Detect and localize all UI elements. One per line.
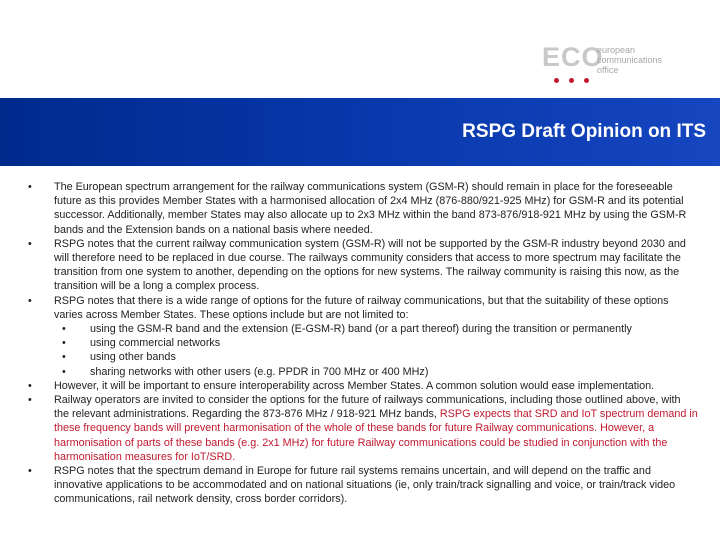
eco-logo: [540, 40, 690, 80]
bullet-item: • However, it will be important to ensure interoperability across Member States. A common solution would ease implementation.: [28, 379, 698, 393]
slide-content: [28, 180, 698, 507]
logo-line-1: european: [597, 45, 636, 55]
logo-line-2: communications: [597, 55, 663, 65]
logo-dots: [554, 70, 599, 88]
logo-wordmark: ECO: [542, 42, 604, 72]
bullet-item: • RSPG notes that the spectrum demand in Europe for future rail systems remains uncertain, and will depend on the traffic and innovative applications to be accommodated and on national situations (ie, only train/track signalling and voice, or train/track video communications, rail network density, cross border corridors).: [28, 464, 698, 507]
sub-bullet-item: • sharing networks with other users (e.g. PPDR in 700 MHz or 400 MHz): [28, 365, 698, 379]
slide-title: RSPG Draft Opinion on ITS: [462, 121, 706, 142]
sub-bullet-item: • using other bands: [28, 350, 698, 364]
logo-line-3: office: [597, 65, 619, 75]
bullet-item: • The European spectrum arrangement for the railway communications system (GSM-R) should remain in place for the foreseeable future as this provides Member States with a harmonised allocation of 2x4 MHz (876-880/921-925 MHz) for GSM-R and its potential successor. Additionally, member States may also allocate up to 2x3 MHz within the band 873-876/918-921 MHz by using the GSM-R bands and the Extension bands on a national basis where needed.: [28, 180, 698, 237]
logo-subtitle: [597, 45, 662, 75]
bullet-text: Railway operators are invited to consider the options for the future of railways communications, including those outlined above, with the relevant administrations. Regarding the 873-876 MHz / 918-921 MHz bands,: [54, 394, 681, 421]
bullet-item: [28, 393, 698, 464]
bullet-item: • RSPG notes that there is a wide range of options for the future of railway communications, but that the suitability of these options varies across Member States. These options include but are not limited to:: [28, 294, 698, 322]
title-banner: [0, 98, 720, 166]
bullet-item: • RSPG notes that the current railway communication system (GSM-R) will not be supported by the GSM-R industry beyond 2030 and will therefore need to be replaced in due course. The railways community considers that access to more spectrum may facilitate the transition from one system to another, depending on the options for new systems. The railway community is raising this now, as the transition will be a long a complex process.: [28, 237, 698, 294]
highlighted-text: RSPG expects that SRD and IoT spectrum demand in these frequency bands will prevent harmonisation of the whole of these bands for future Railway communications. However, a harmonisation of parts of these bands (e.g. 2x1 MHz) for future Railway communications could be studied in conjunction with the harmonisation measures for IoT/SRD.: [54, 408, 698, 463]
sub-bullet-item: • using commercial networks: [28, 336, 698, 350]
sub-bullet-item: • using the GSM-R band and the extension (E-GSM-R) band (or a part thereof) during the transition or permanently: [28, 322, 698, 336]
